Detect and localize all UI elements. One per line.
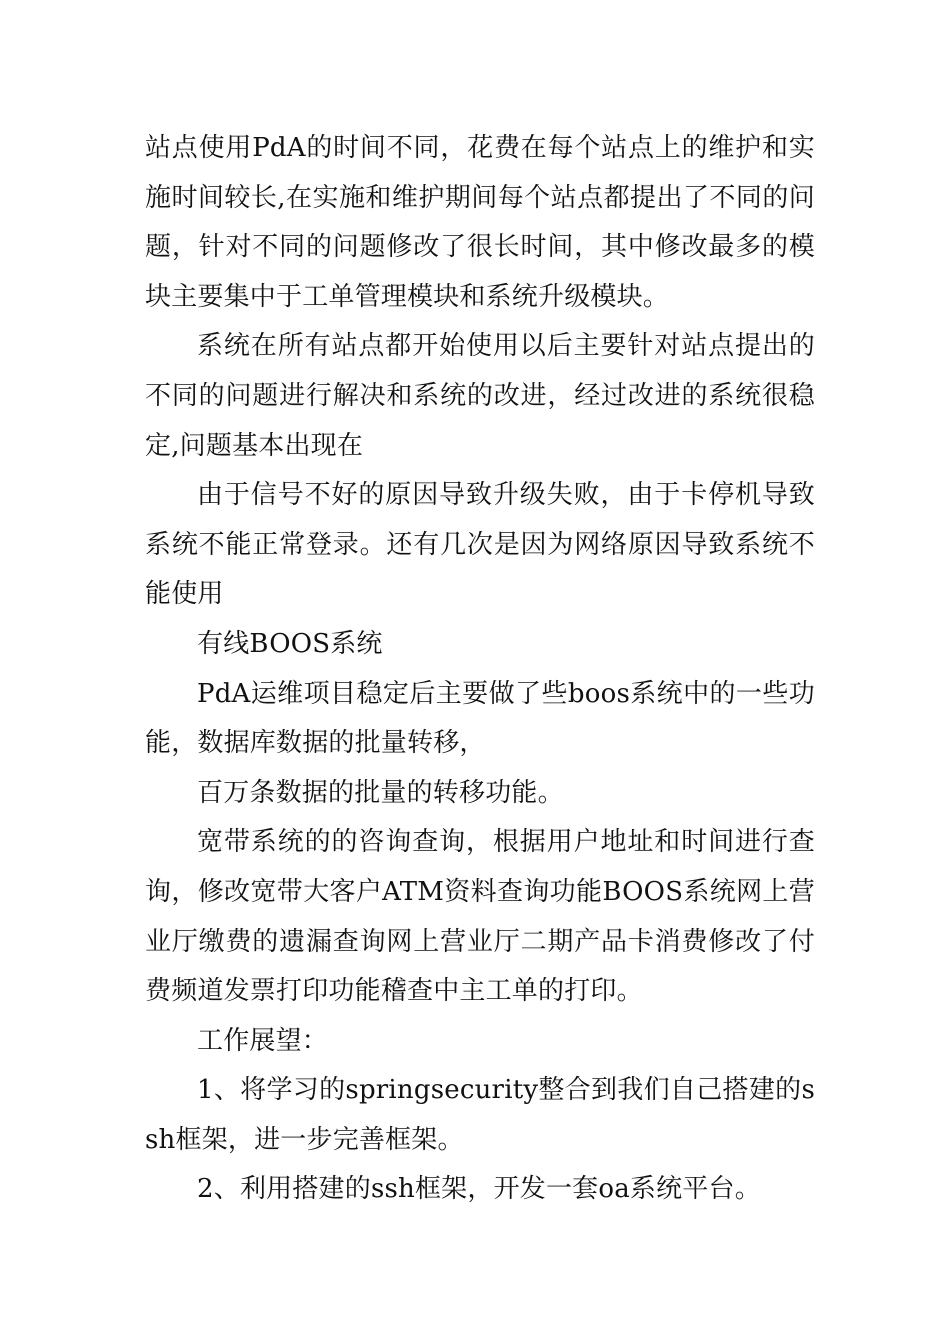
document-body — [145, 124, 815, 1215]
paragraph-10-list-item-2: 2、利用搭建的ssh框架，开发一套oa系统平台。 — [197, 1174, 761, 1205]
paragraph-8-heading-outlook: 工作展望： — [197, 1025, 329, 1056]
paragraph-9-list-item-1: 1、将学习的springsecurity整合到我们自己搭建的ssh框架，进一步完善框架。 — [145, 1075, 815, 1155]
paragraph-7: 宽带系统的的咨询查询，根据用户地址和时间进行查询，修改宽带大客户ATM资料查询功能BOOS系统网上营业厅缴费的遗漏查询网上营业厅二期产品卡消费修改了付费频道发票打印功能稽查中主工单的打印。 — [145, 827, 815, 1007]
paragraph-6: 百万条数据的批量的转移功能。 — [197, 777, 564, 808]
paragraph-2: 系统在所有站点都开始使用以后主要针对站点提出的不同的问题进行解决和系统的改进，经过改进的系统很稳定,问题基本出现在 — [145, 331, 815, 461]
paragraph-3: 由于信号不好的原因导致升级失败，由于卡停机导致系统不能正常登录。还有几次是因为网络原因导致系统不能使用 — [145, 480, 815, 610]
paragraph-1: 站点使用PdA的时间不同，花费在每个站点上的维护和实施时间较长,在实施和维护期间每个站点都提出了不同的问题，针对不同的问题修改了很长时间，其中修改最多的模块主要集中于工单管理模块和系统升级模块。 — [145, 133, 815, 312]
paragraph-5: PdA运维项目稳定后主要做了些boos系统中的一些功能，数据库数据的批量转移， — [145, 678, 815, 759]
paragraph-4-heading-boos: 有线BOOS系统 — [197, 628, 383, 659]
